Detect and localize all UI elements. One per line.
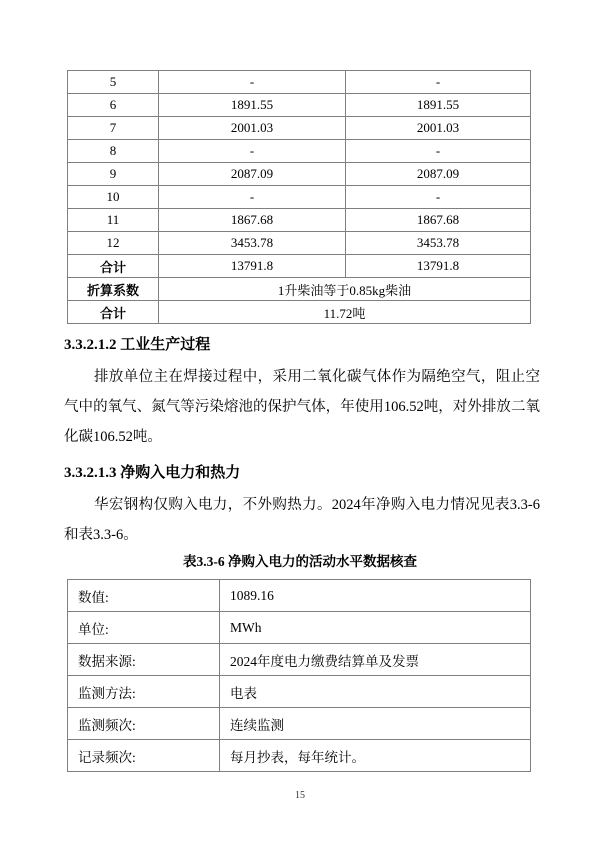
row-value: 2024年度电力缴费结算单及发票 [220, 644, 531, 676]
row-value: MWh [220, 612, 531, 644]
table-cell: 折算系数 [68, 278, 159, 301]
table-cell: 2087.09 [159, 163, 346, 186]
table-cell: 1升柴油等于0.85kg柴油 [159, 278, 531, 301]
table-cell: 5 [68, 71, 159, 94]
table-cell: - [346, 186, 531, 209]
table-row [68, 209, 531, 232]
table-row-conversion-factor [68, 278, 531, 301]
paragraph-purchased-electricity: 华宏钢构仅购入电力，不外购热力。2024年净购入电力情况见表3.3-6和表3.3-6。 [64, 497, 540, 543]
table-cell: - [159, 140, 346, 163]
table-cell: 1891.55 [159, 94, 346, 117]
table-cell: 8 [68, 140, 159, 163]
table-cell: 2001.03 [159, 117, 346, 140]
row-value: 电表 [220, 676, 531, 708]
table-row [68, 644, 531, 676]
table-cell: 11 [68, 209, 159, 232]
row-label: 监测频次: [68, 708, 220, 740]
row-label: 数值: [68, 580, 220, 612]
table-row-total [68, 301, 531, 324]
table-cell: 1891.55 [346, 94, 531, 117]
table-row [68, 676, 531, 708]
table-cell: 合计 [68, 255, 159, 278]
table-cell: 7 [68, 117, 159, 140]
section-heading-purchased-electricity: 3.3.2.1.3 净购入电力和热力 [64, 465, 241, 481]
table-cell: 3453.78 [159, 232, 346, 255]
table-row-total [68, 255, 531, 278]
row-label: 数据来源: [68, 644, 220, 676]
row-value: 1089.16 [220, 580, 531, 612]
row-label: 记录频次: [68, 740, 220, 772]
diesel-consumption-table [67, 70, 531, 324]
table-cell: - [346, 140, 531, 163]
table-row [68, 140, 531, 163]
table-row [68, 740, 531, 772]
table-row [68, 612, 531, 644]
table-cell: 12 [68, 232, 159, 255]
table-row [68, 71, 531, 94]
table-row [68, 163, 531, 186]
table-cell: 9 [68, 163, 159, 186]
table-row [68, 117, 531, 140]
row-value: 连续监测 [220, 708, 531, 740]
table-cell: 1867.68 [159, 209, 346, 232]
table-cell: 13791.8 [346, 255, 531, 278]
table-cell: 2001.03 [346, 117, 531, 140]
table-cell: 11.72吨 [159, 301, 531, 324]
table-row [68, 94, 531, 117]
table-cell: 10 [68, 186, 159, 209]
table-caption: 表3.3-6 净购入电力的活动水平数据核查 [183, 554, 417, 569]
section-heading-industrial-process: 3.3.2.1.2 工业生产过程 [64, 337, 211, 353]
table-cell: - [159, 71, 346, 94]
table-cell: 1867.68 [346, 209, 531, 232]
table-cell: 合计 [68, 301, 159, 324]
table-cell: 3453.78 [346, 232, 531, 255]
page-number: 15 [295, 790, 305, 801]
row-label: 单位: [68, 612, 220, 644]
table-row [68, 708, 531, 740]
electricity-activity-table [67, 579, 531, 772]
table-cell: 13791.8 [159, 255, 346, 278]
table-row [68, 232, 531, 255]
table-cell: - [159, 186, 346, 209]
row-label: 监测方法: [68, 676, 220, 708]
paragraph-industrial-process: 排放单位主在焊接过程中，采用二氧化碳气体作为隔绝空气，阻止空气中的氧气、氮气等污染熔池的保护气体，年使用106.52吨，对外排放二氧化碳106.52吨。 [64, 369, 540, 445]
table-row [68, 580, 531, 612]
table-cell: 2087.09 [346, 163, 531, 186]
table-row [68, 186, 531, 209]
table-cell: 6 [68, 94, 159, 117]
row-value: 每月抄表，每年统计。 [220, 740, 531, 772]
table-cell: - [346, 71, 531, 94]
